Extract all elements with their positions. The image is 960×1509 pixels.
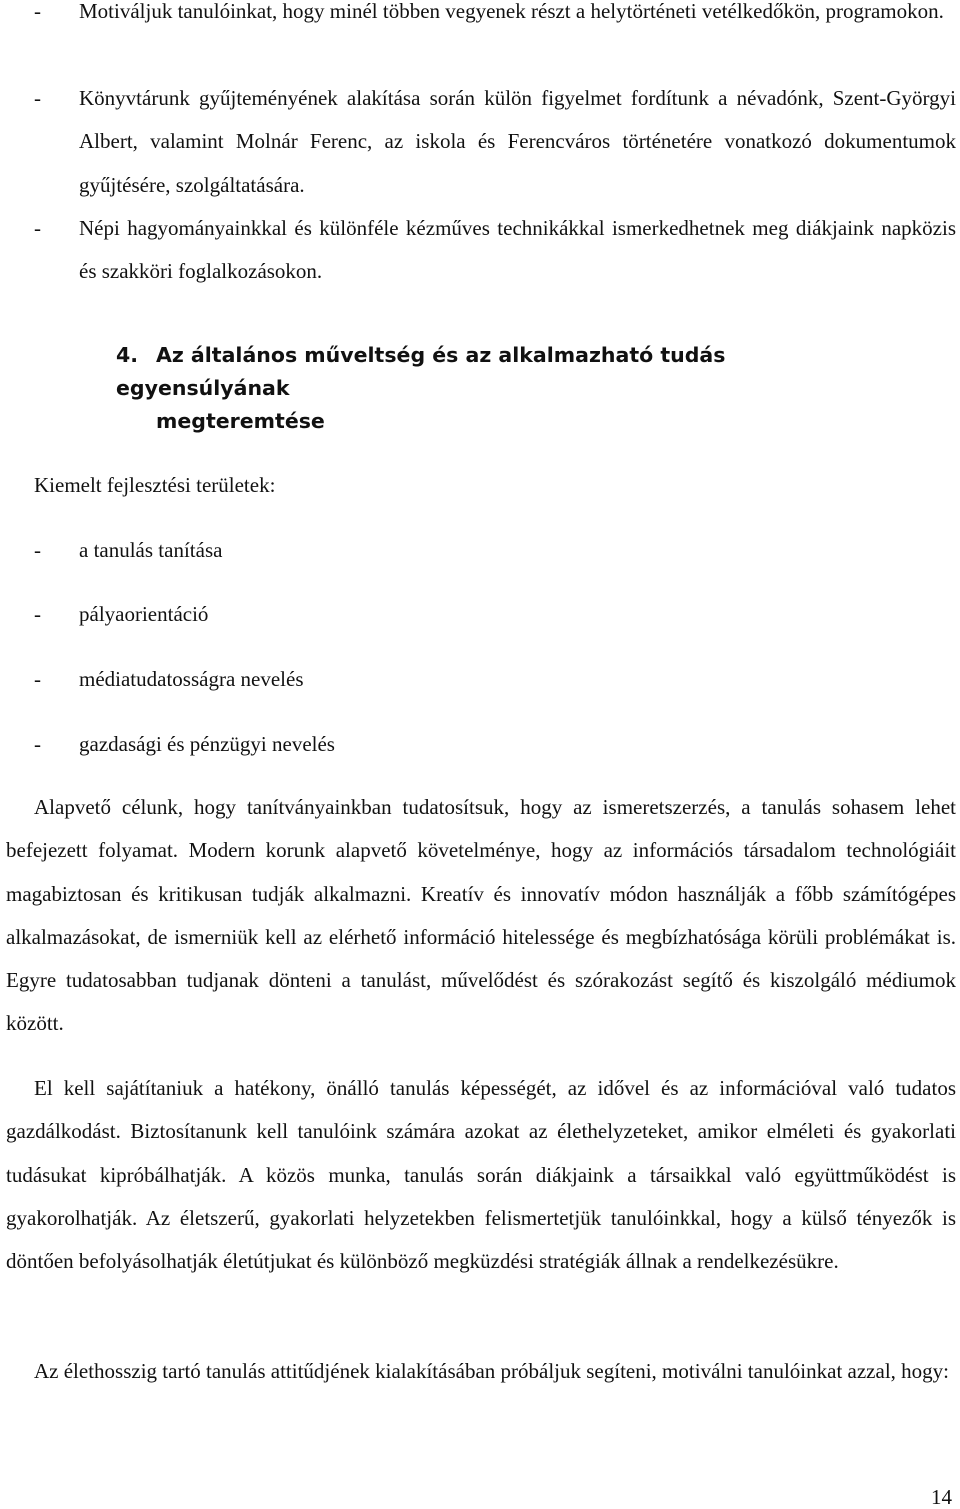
bullet-dash: -	[34, 602, 41, 626]
section-number: 4.	[116, 343, 139, 367]
list-item-text: gazdasági és pénzügyi nevelés	[79, 732, 335, 756]
list-item-text: médiatudatosságra nevelés	[79, 667, 304, 691]
paragraph	[6, 1350, 956, 1393]
paragraph	[6, 1067, 956, 1283]
bullet-dash: -	[34, 732, 41, 756]
list-item	[6, 207, 956, 294]
paragraph	[6, 786, 956, 1046]
list-item	[6, 0, 956, 33]
paragraph-text: Alapvető célunk, hogy tanítványainkban tudatosítsuk, hogy az ismeretszerzés, a tanulás sohasem lehet befejezett folyamat. Modern korunk alapvető követelménye, hogy az információs társadalom technológiáit magabiztosan és kritikusan tudják alkalmazni. Kreatív és innovatív módon használják a főbb számítógépes alkalmazásokat, de ismerniük kell az elérhető információ hitelessége és megbízhatósága körüli problémákat is. Egyre tudatosabban tudjanak dönteni a tanulást, művelődést és szórakozást segítő és kiszolgáló médiumok között.	[6, 795, 956, 1036]
paragraph-text: Az élethosszig tartó tanulás attitűdjének kialakításában próbáljuk segíteni, motiválni tanulóinkat azzal, hogy:	[34, 1359, 949, 1383]
list-item	[34, 599, 208, 629]
bullet-dash: -	[34, 667, 41, 691]
bullet-dash: -	[34, 86, 41, 110]
bullet-dash: -	[34, 538, 41, 562]
section-title-line2: megteremtése	[156, 409, 325, 433]
list-item-text: a tanulás tanítása	[79, 538, 223, 562]
list-item-text: Népi hagyományainkkal és különféle kézműves technikákkal ismerkedhetnek meg diákjaink napközis és szakköri foglalkozásokon.	[79, 216, 956, 284]
list-item	[6, 77, 956, 207]
section-heading	[116, 339, 876, 438]
list-item-text: Könyvtárunk gyűjteményének alakítása során külön figyelmet fordítunk a névadónk, Szent-Györgyi Albert, valamint Molnár Ferenc, az iskola és Ferencváros történetére vonatkozó dokumentumok gyűjtésére, szolgáltatására.	[79, 86, 956, 197]
paragraph-text: El kell sajátítaniuk a hatékony, önálló tanulás képességét, az idővel és az információval való tudatos gazdálkodást. Biztosítanunk kell tanulóink számára azokat az élethelyzeteket, amikor elméleti és gyakorlati tudásukat kipróbálhatják. A közös munka, tanulás során diákjaink a társaikkal való együttműködést is gyakorolhatják. Az életszerű, gyakorlati helyzetekben felismertetjük tanulóinkkal, hogy a külső tényezők is döntően befolyásolhatják életútjukat és különböző megküzdési stratégiák állnak a rendelkezésükre.	[6, 1076, 956, 1274]
bullet-dash: -	[34, 0, 41, 23]
page-number: 14	[931, 1485, 952, 1509]
list-item	[34, 729, 335, 759]
section-title-line1: Az általános műveltség és az alkalmazható tudás egyensúlyának	[116, 343, 726, 400]
list-item-text: pályaorientáció	[79, 602, 209, 626]
list-item	[34, 535, 222, 565]
focus-areas-label: Kiemelt fejlesztési területek:	[34, 473, 276, 497]
list-item-text: Motiváljuk tanulóinkat, hogy minél többen vegyenek részt a helytörténeti vetélkedőkön, programokon.	[79, 0, 944, 23]
list-item	[34, 664, 304, 694]
bullet-dash: -	[34, 216, 41, 240]
